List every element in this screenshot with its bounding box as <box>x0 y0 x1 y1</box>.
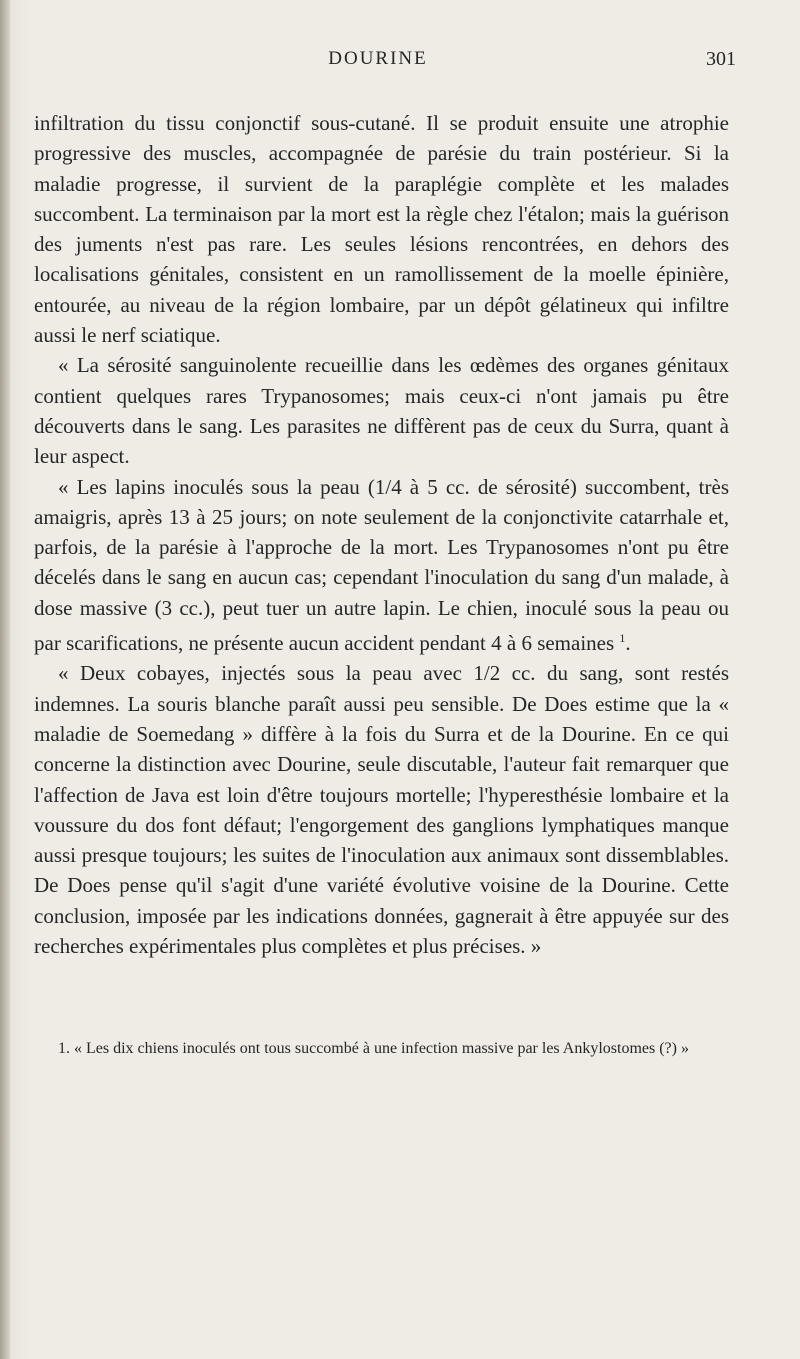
paragraph-2: « La sérosité sanguinolente recueillie dans les œdèmes des organes génitaux contient quelques rares Trypanosomes; mais ceux-ci n'ont jamais pu être découverts dans le sang. Les parasites ne diffèrent pas de ceux du Surra, quant à leur aspect. <box>34 353 729 469</box>
body-text <box>34 108 729 961</box>
running-title: DOURINE <box>328 48 428 69</box>
paragraph-3-text: « Les lapins inoculés sous la peau (1/4 à 5 cc. de sérosité) succombent, très amaigris, après 13 à 25 jours; on note seulement de la conjonctivite catarrhale et, parfois, de la parésie à l'approche de la mort. Les Trypanosomes n'ont pu être décelés dans le sang en aucun cas; cependant l'inoculation du sang d'un malade, à dose massive (3 cc.), peut tuer un autre lapin. Le chien, inoculé sous la peau ou par scarifications, ne présente aucun accident pendant 4 à 6 semaines <box>34 474 729 656</box>
paragraph-4: « Deux cobayes, injectés sous la peau avec 1/2 cc. du sang, sont restés indemnes. La souris blanche paraît aussi peu sensible. De Does estime que la « maladie de Soemedang » diffère à la fois du Surra et de la Dourine. En ce qui concerne la distinction avec Dourine, seule discutable, l'auteur fait remarquer que l'affection de Java est loin d'être toujours mortelle; l'hyperesthésie lombaire et la voussure du dos font défaut; l'engorgement des ganglions lymphatiques manque aussi presque toujours; les suites de l'inoculation aux animaux sont dissemblables. De Does pense qu'il s'agit d'une variété évolutive voisine de la Dourine. Cette conclusion, imposée par les indications données, gagnerait à être appuyée sur des recherches expérimentales plus complètes et plus précises. » <box>34 661 729 959</box>
running-head <box>20 48 736 78</box>
paragraph-3 <box>34 472 729 659</box>
page-spine-edge <box>0 0 10 1359</box>
paragraph-3-end: . <box>625 631 631 656</box>
page-number: 301 <box>706 48 736 70</box>
paragraph-1: infiltration du tissu conjonctif sous-cutané. Il se produit ensuite une atrophie progressive des muscles, accompagnée de parésie du train postérieur. Si la maladie progresse, il survient de la paraplégie complète et les malades succombent. La terminaison par la mort est la règle chez l'étalon; mais la guérison des juments n'est pas rare. Les seules lésions rencontrées, en dehors des localisations génitales, consistent en un ramollissement de la moelle épinière, entourée, au niveau de la région lombaire, par un dépôt gélatineux qui infiltre aussi le nerf sciatique. <box>34 111 729 348</box>
footnote: 1. « Les dix chiens inoculés ont tous succombé à une infection massive par les Ankylostomes (?) » <box>58 1040 689 1057</box>
footnote-reference: 1 <box>619 631 626 646</box>
